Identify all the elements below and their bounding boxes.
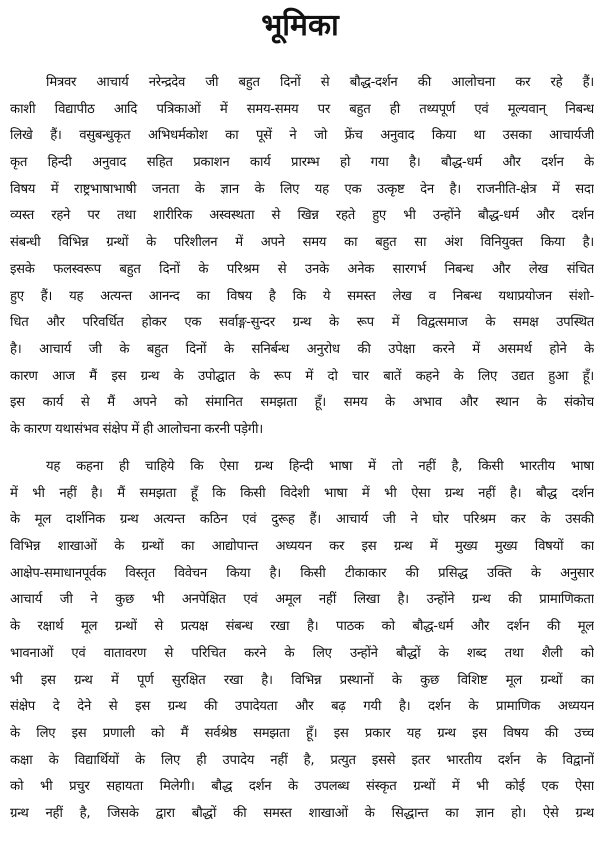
text-line: है। आचार्य जी के बहुत दिनों के सनिर्बन्ध अनुरोध की उपेक्षा करने में असमर्थ होने के <box>10 341 594 357</box>
paragraph-2 <box>10 454 594 828</box>
text-line: आचार्य जी ने कुछ भी अनपेक्षित एवं अमूल नहीं लिखा है। उन्होंने ग्रन्थ की प्रामाणिकता <box>10 592 594 608</box>
text-line: भावनाओं एवं वातावरण से परिचित करने के लिए उन्होंने बौद्धों के शब्द तथा शैली को <box>10 645 594 661</box>
paragraph-1 <box>10 70 594 444</box>
text-line: हुए हैं। यह अत्यन्त आनन्द का विषय है कि ये समस्त लेख व निबन्ध यथाप्रयोजन संशो- <box>10 288 594 304</box>
text-line: आक्षेप-समाधानपूर्वक विस्तृत विवेचन किया है। किसी टीकाकार की प्रसिद्ध उक्ति के अनुसार <box>10 565 594 581</box>
page-title: भूमिका <box>261 8 339 43</box>
text-line: को भी प्रचुर सहायता मिलेगी। बौद्ध दर्शन के उपलब्ध संस्कृत ग्रन्थों में भी कोई एक ऐसा <box>10 779 594 795</box>
text-line: मित्रवर आचार्य नरेन्द्रदेव जी बहुत दिनों से बौद्ध-दर्शन की आलोचना कर रहे हैं। <box>46 75 594 90</box>
text-line: संबन्धी विभिन्न ग्रन्थों के परिशीलन में अपने समय का बहुत सा अंश विनियुक्त किया है। <box>10 235 594 251</box>
text-line: विभिन्न शाखाओं के ग्रन्थों का आद्योपान्त अध्ययन कर इस ग्रन्थ में मुख्य मुख्य विषयों का <box>10 539 594 555</box>
text-line: लिखे हैं। वसुबन्धुकृत अभिधर्मकोश का पूसें ने जो फ्रेंच अनुवाद किया था उसका आचार्यजी <box>10 128 594 144</box>
text-line: इस कार्य से मैं अपने को संमानित समझता हूँ। समय के अभाव और स्थान के संकोच <box>10 395 594 411</box>
text-line: संक्षेप दे देने से इस ग्रन्थ की उपादेयता और बढ़ गयी है। दर्शन के प्रामाणिक अध्ययन <box>10 699 594 715</box>
text-line: धित और परिवर्धित होकर एक सर्वाङ्ग-सुन्दर ग्रन्थ के रूप में विद्वत्समाज के समक्ष उपस्थित <box>10 315 594 331</box>
text-line: भी इस ग्रन्थ में पूर्ण सुरक्षित रखा है। विभिन्न प्रस्थानों के कुछ विशिष्ट मूल ग्रन्थों का <box>10 672 594 688</box>
text-line: कक्षा के विद्यार्थियों के लिए ही उपादेय नहीं है, प्रत्युत इससे इतर भारतीय दर्शन के विद्वानों <box>10 752 594 768</box>
text-line: ग्रन्थ नहीं है, जिसके द्वारा बौद्धों की समस्त शाखाओं के सिद्धान्त का ज्ञान हो। ऐसे ग्रन्थ <box>10 805 594 821</box>
text-line: कृत हिन्दी अनुवाद सहित प्रकाशन कार्य प्रारम्भ हो गया है। बौद्ध-धर्म और दर्शन के <box>10 155 594 171</box>
text-line: के कारण यथासंभव संक्षेप में ही आलोचना करनी पड़ेगी। <box>10 421 263 437</box>
text-line: यह कहना ही चाहिये कि ऐसा ग्रन्थ हिन्दी भाषा में तो नहीं है, किसी भारतीय भाषा <box>46 459 594 474</box>
text-line: इसके फलस्वरूप बहुत दिनों के परिश्रम से उनके अनेक सारगर्भ निबन्ध और लेख संचित <box>10 261 594 277</box>
text-line: व्यस्त रहने पर तथा शारीरिक अस्वस्थता से खिन्न रहते हुए भी उन्होंने बौद्ध-धर्म और दर्शन <box>10 208 594 224</box>
text-line: विषय में राष्ट्रभाषाभाषी जनता के ज्ञान के लिए यह एक उत्कृष्ट देन है। राजनीति-क्षेत्र में सदा <box>10 181 594 197</box>
text-line: के लिए इस प्रणाली को मैं सर्वश्रेष्ठ समझता हूँ। इस प्रकार यह ग्रन्थ इस विषय की उच्च <box>10 725 594 741</box>
text-line: के रक्षार्थ मूल ग्रन्थों से प्रत्यक्ष संबन्ध रखा है। पाठक को बौद्ध-धर्म और दर्शन की मूल <box>10 619 594 635</box>
text-line: के मूल दार्शनिक ग्रन्थ अत्यन्त कठिन एवं दुरूह हैं। आचार्य जी ने घोर परिश्रम कर के उसकी <box>10 512 594 528</box>
text-line: में भी नहीं है। मैं समझता हूँ कि किसी विदेशी भाषा में भी ऐसा ग्रन्थ नहीं है। बौद्ध दर्शन <box>10 485 594 501</box>
text-line: काशी विद्यापीठ आदि पत्रिकाओं में समय-समय पर बहुत ही तथ्यपूर्ण एवं मूल्यवान् निबन्ध <box>10 101 594 117</box>
text-line: कारण आज मैं इस ग्रन्थ के उपोद्घात के रूप में दो चार बातें कहने के लिए उद्यत हुआ हूँ। <box>10 368 594 384</box>
